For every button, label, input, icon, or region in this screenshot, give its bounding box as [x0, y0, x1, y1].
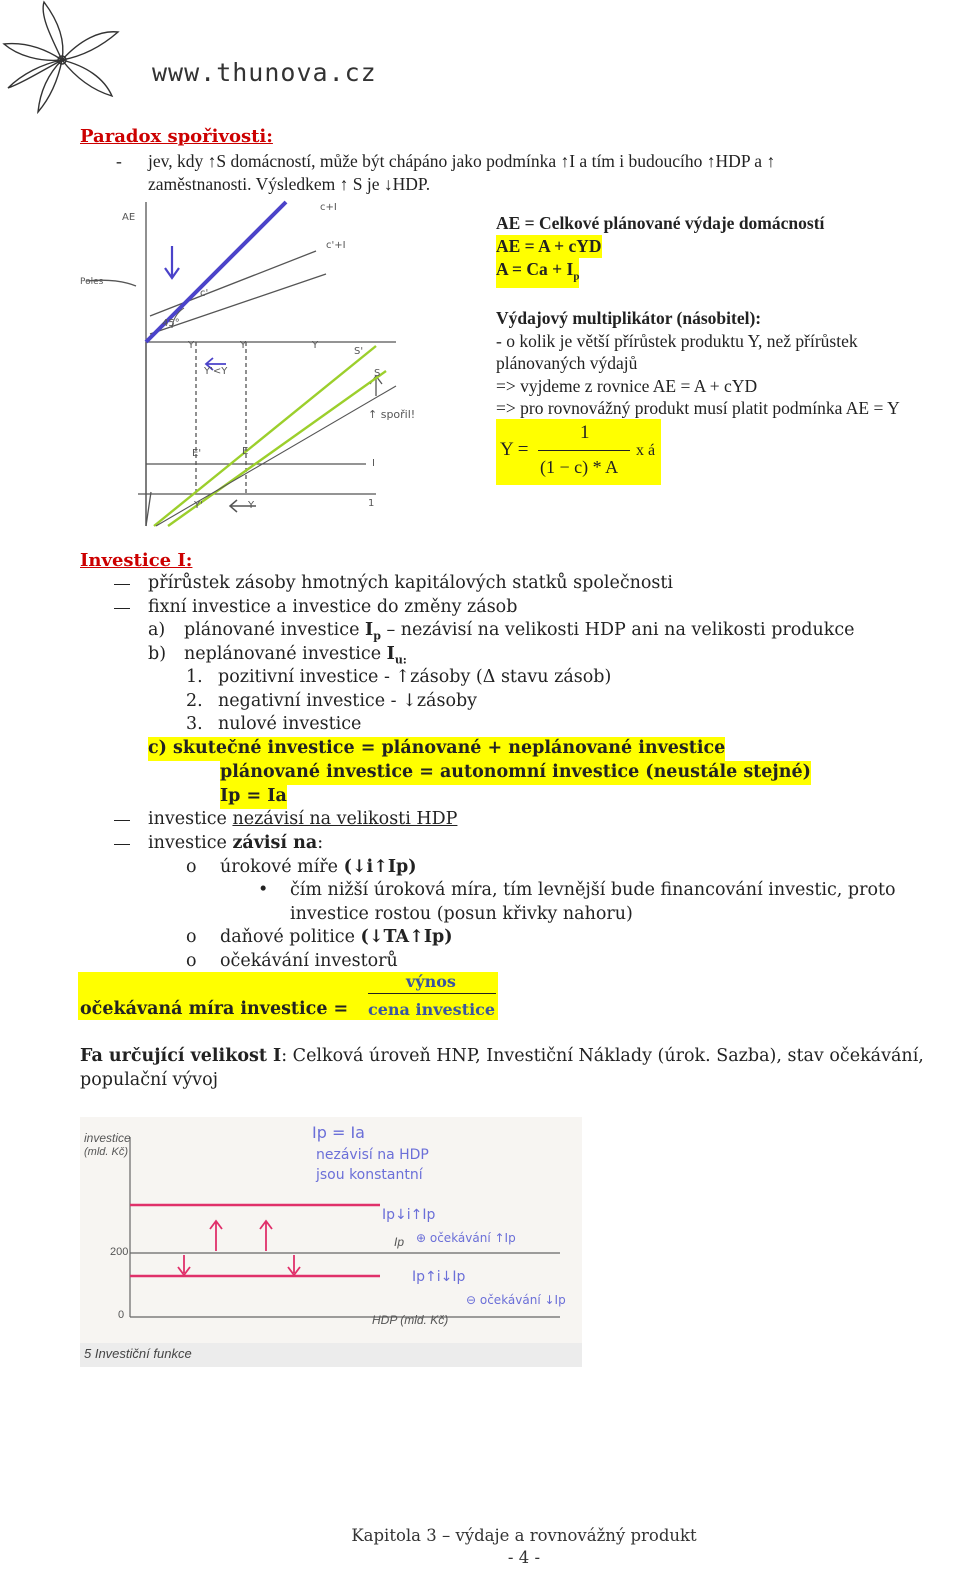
interest-explanation-1: čím nižší úroková míra, tím levnější bude financování investic, proto	[290, 880, 896, 900]
zero-investment: nulové investice	[218, 714, 362, 734]
formula-y: Y =	[500, 439, 529, 460]
arrow-down-icon	[288, 1255, 300, 1275]
photo-y-label-1: investice	[84, 1131, 131, 1145]
dash-bullet	[114, 608, 130, 609]
multiplier-line-2: plánovaných výdajů	[496, 353, 638, 373]
paradox-heading: Paradox spořivosti:	[80, 126, 273, 147]
paradox-line-1: jev, kdy ↑S domácností, může být chápáno jako podmínka ↑I a tím i budoucího ↑HDP a ↑	[148, 151, 776, 171]
investice-heading: Investice I:	[80, 550, 193, 571]
paradox-graph	[76, 196, 476, 534]
arrow-up-icon: ↑	[560, 151, 570, 171]
investment-function-image	[80, 1117, 582, 1367]
factors-line-2: populační vývoj	[80, 1070, 219, 1090]
graph-label-s1: S'	[354, 346, 364, 357]
photo-ip-label: Ip	[394, 1235, 405, 1249]
arrow-down-icon: ↓	[383, 174, 393, 194]
multiplier-line-1: - o kolik je větší přírůstek produktu Y, než přírůstek	[496, 331, 858, 351]
arrow-up-icon: ↑	[207, 151, 217, 171]
photo-caption: 5 Investiční funkce	[84, 1346, 192, 1361]
o-bullet: o	[186, 857, 197, 877]
planned-autonomous-formula: plánované investice = autonomní investice (neustále stejné)	[220, 761, 811, 785]
expected-rate-bar	[368, 993, 496, 994]
flower-logo	[0, 0, 130, 115]
arrow-down-icon	[178, 1255, 190, 1275]
multiplier-line-4: => pro rovnovážný produkt musí platit podmínka AE = Y	[496, 398, 900, 418]
depends-on: investice závisí na:	[148, 833, 324, 853]
note-ip-down-i: Ip↓i↑Ip	[382, 1207, 436, 1223]
footer-chapter: Kapitola 3 – výdaje a rovnovážný produkt	[351, 1526, 697, 1545]
planned-investment-line: plánované investice $I_p$ – nezávisí na velikosti HDP ani na velikosti produkce	[184, 620, 855, 643]
arrow-up-icon: ↑	[395, 667, 411, 687]
expected-rate-numerator: výnos	[406, 972, 456, 991]
graph-label-c-i: c+I	[320, 202, 337, 213]
expected-rate-denominator: cena investice	[368, 1000, 496, 1019]
photo-tick-200: 200	[110, 1246, 129, 1258]
graph-label-1: 1	[368, 498, 375, 509]
note-constant: jsou konstantní	[316, 1167, 423, 1183]
unplanned-investment-line: neplánované investice $I_{u:}$	[184, 644, 407, 667]
negative-investment: negativní investice - ↓zásoby	[218, 691, 478, 711]
interest-rate-item: úrokové míře (↓i↑Ip)	[220, 857, 417, 877]
investor-expectations-item: očekávání investorů	[220, 951, 398, 971]
o-bullet: o	[186, 951, 197, 971]
graph-label-45: 45°	[162, 318, 180, 329]
tax-policy-item: daňové politice (↓TA↑Ip)	[220, 927, 453, 947]
graph-label-i: I	[372, 458, 375, 469]
graph-label-y5: Y	[248, 500, 255, 511]
arrow-up-icon	[210, 1221, 222, 1251]
graph-label-e1: E'	[192, 448, 202, 459]
positive-investment: pozitivní investice - ↑zásoby (Δ stavu zásob)	[218, 667, 612, 687]
dash-bullet	[114, 844, 130, 845]
note-independent: nezávisí na HDP	[316, 1147, 429, 1163]
factors-line-1: Fa určující velikost I: Celková úroveň HNP, Investiční Náklady (úrok. Sazba), stav očekávání,	[80, 1046, 924, 1066]
arrow-up-icon	[260, 1221, 272, 1251]
arrow-up-icon: ↑	[339, 174, 349, 194]
arrow-down-icon	[165, 246, 179, 278]
note-positive-expectation: ⊕ očekávání ↑Ip	[416, 1231, 516, 1245]
graph-right-note: ↑ spořil!	[368, 408, 416, 421]
note-ip-ia: Ip = Ia	[312, 1123, 365, 1142]
multiplier-line-3: => vyjdeme z rovnice AE = A + cYD	[496, 376, 758, 396]
fraction-bar	[538, 450, 630, 451]
graph-label-e2: E	[242, 446, 249, 457]
graph-label-c: c'	[200, 288, 209, 299]
multiplier-title: Výdajový multiplikátor (násobitel):	[496, 308, 762, 328]
arrow-down-icon: ↓	[351, 857, 367, 877]
arrow-up-icon: ↑	[409, 927, 424, 947]
note-negative-expectation: ⊖ očekávání ↓Ip	[466, 1293, 566, 1307]
graph-label-yy: Y'<Y	[204, 366, 228, 377]
actual-investment-formula: c) skutečné investice = plánované + neplánované investice	[148, 737, 725, 761]
graph-label-y2: Y	[240, 340, 247, 351]
dash-bullet	[114, 584, 130, 585]
ip-equals-ia: Ip = Ia	[220, 785, 287, 809]
ae-formula: AE = A + cYD	[496, 236, 602, 256]
graph-label-y1: Y	[188, 340, 195, 351]
interest-explanation-2: investice rostou (posun křivky nahoru)	[290, 904, 633, 924]
o-bullet: o	[186, 927, 197, 947]
list-mark-b: b)	[148, 644, 167, 664]
paradox-dash: -	[116, 151, 122, 171]
graph-label-y3: Y	[312, 340, 319, 351]
investice-def-1: přírůstek zásoby hmotných kapitálových statků společnosti	[148, 573, 674, 593]
formula-tail: x á	[636, 442, 656, 459]
dash-bullet	[114, 820, 130, 821]
footer-page-number: - 4 -	[507, 1548, 541, 1567]
graph-label-y4: Y'	[194, 500, 203, 511]
multiplier-formula	[496, 419, 661, 485]
num-2: 2.	[186, 691, 203, 711]
arrow-down-icon: ↓	[368, 927, 384, 947]
graph-label-c2-i: c'+I	[326, 240, 346, 251]
site-url: www.thunova.cz	[152, 58, 377, 87]
num-3: 3.	[186, 714, 203, 734]
independent-of-hdp: investice nezávisí na velikosti HDP	[148, 809, 458, 829]
investice-def-2: fixní investice a investice do změny zásob	[148, 597, 518, 617]
list-mark-a: a)	[148, 620, 166, 640]
a-formula: $A = Ca + I_p$	[496, 258, 579, 288]
formula-denominator: (1 − c) * A	[540, 457, 619, 477]
line-s-prime	[154, 346, 376, 526]
note-ip-up-i: Ip↑i↓Ip	[412, 1269, 466, 1285]
graph-label-ae: AE	[122, 212, 136, 223]
expected-rate-label: očekávaná míra investice =	[80, 999, 349, 1019]
graph-label-s2: S	[374, 368, 381, 379]
graph-left-note: Poles	[80, 277, 104, 287]
formula-numerator: 1	[580, 422, 590, 443]
arrow-up-icon: ↑	[706, 151, 716, 171]
photo-x-label: HDP (mld. Kč)	[372, 1313, 449, 1327]
paradox-line-2: zaměstnanosti. Výsledkem ↑ S je ↓HDP.	[148, 174, 431, 194]
square-bullet: •	[258, 880, 269, 900]
photo-y-label-2: (mld. Kč)	[84, 1146, 128, 1158]
arrow-up-icon: ↑	[373, 857, 388, 877]
num-1: 1.	[186, 667, 203, 687]
arrow-up-icon: ↑	[766, 151, 776, 171]
ae-definition: AE = Celkové plánované výdaje domácností	[496, 213, 825, 233]
photo-tick-0: 0	[118, 1309, 125, 1321]
arrow-down-icon: ↓	[402, 691, 417, 711]
